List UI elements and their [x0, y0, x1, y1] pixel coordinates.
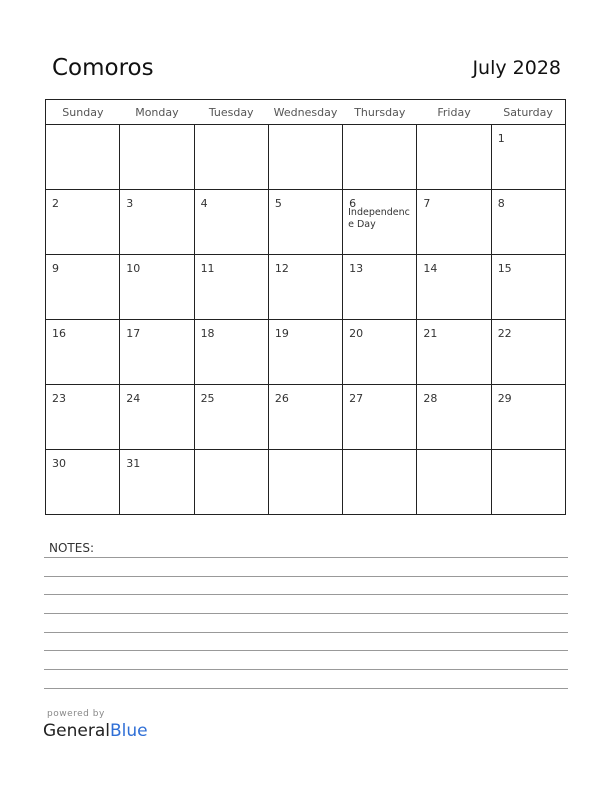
calendar-day-cell[interactable]	[120, 385, 194, 450]
weekday-header-row	[46, 100, 566, 125]
day-number: 13	[349, 262, 364, 275]
weekday-thursday: Thursday	[343, 100, 417, 125]
day-number: 8	[497, 197, 505, 210]
day-number: 31	[126, 457, 141, 470]
notes-line	[44, 576, 568, 577]
calendar-day-cell[interactable]	[491, 190, 565, 255]
calendar-day-cell[interactable]	[491, 255, 565, 320]
weekday-tuesday: Tuesday	[194, 100, 268, 125]
calendar-day-cell[interactable]	[120, 255, 194, 320]
calendar-week-row	[46, 450, 566, 515]
calendar-day-cell[interactable]	[491, 125, 565, 190]
calendar-day-cell[interactable]	[194, 125, 268, 190]
calendar-day-cell[interactable]	[46, 320, 120, 385]
notes-line	[44, 594, 568, 595]
calendar-grid	[45, 99, 566, 515]
calendar-day-cell[interactable]	[343, 320, 417, 385]
calendar-day-cell[interactable]	[268, 125, 342, 190]
day-number: 15	[497, 262, 512, 275]
calendar-day-cell[interactable]	[417, 255, 491, 320]
month-title: July 2028	[472, 57, 561, 79]
day-number: 21	[423, 327, 438, 340]
day-number: 24	[126, 392, 141, 405]
calendar-day-cell[interactable]	[491, 320, 565, 385]
calendar-day-cell[interactable]	[343, 450, 417, 515]
weekday-wednesday: Wednesday	[268, 100, 342, 125]
day-number: 14	[423, 262, 438, 275]
day-number: 9	[52, 262, 59, 275]
day-number: 23	[52, 392, 66, 405]
day-number: 26	[274, 392, 289, 405]
notes-line	[44, 669, 568, 670]
day-number: 28	[423, 392, 438, 405]
calendar-week-row	[46, 190, 566, 255]
calendar-day-cell[interactable]	[343, 125, 417, 190]
calendar-day-cell[interactable]	[343, 190, 417, 255]
day-number: 22	[497, 327, 512, 340]
calendar-day-cell[interactable]	[491, 450, 565, 515]
calendar-day-cell[interactable]	[194, 190, 268, 255]
day-number: 17	[126, 327, 141, 340]
day-number: 18	[200, 327, 215, 340]
calendar-day-cell[interactable]	[268, 385, 342, 450]
calendar-day-cell[interactable]	[343, 385, 417, 450]
calendar-day-cell[interactable]	[46, 385, 120, 450]
calendar-day-cell[interactable]	[417, 190, 491, 255]
calendar-week-row	[46, 385, 566, 450]
day-number: 7	[423, 197, 431, 210]
generalblue-logo[interactable]	[43, 721, 148, 741]
calendar-day-cell[interactable]	[194, 255, 268, 320]
day-number: 2	[52, 197, 59, 210]
calendar-week-row	[46, 125, 566, 190]
calendar-day-cell[interactable]	[194, 385, 268, 450]
calendar-day-cell[interactable]	[417, 450, 491, 515]
calendar-day-cell[interactable]	[268, 320, 342, 385]
day-number: 3	[126, 197, 134, 210]
day-number: 11	[200, 262, 215, 275]
brand-general: General	[43, 721, 110, 741]
day-number: 10	[126, 262, 141, 275]
calendar-day-cell[interactable]	[417, 320, 491, 385]
notes-line	[44, 650, 568, 651]
calendar-day-cell[interactable]	[417, 125, 491, 190]
day-number: 12	[274, 262, 289, 275]
holiday-event: Independence Day	[348, 207, 410, 230]
day-number: 4	[200, 197, 208, 210]
day-number: 20	[349, 327, 364, 340]
calendar-day-cell[interactable]	[194, 450, 268, 515]
calendar-week-row	[46, 255, 566, 320]
day-number: 19	[274, 327, 289, 340]
day-number: 6	[349, 197, 357, 210]
country-title: Comoros	[52, 55, 154, 81]
brand-blue: Blue	[110, 721, 148, 741]
calendar-day-cell[interactable]	[120, 320, 194, 385]
calendar-day-cell[interactable]	[268, 190, 342, 255]
calendar-day-cell[interactable]	[417, 385, 491, 450]
day-number: 1	[497, 132, 505, 145]
weekday-sunday: Sunday	[46, 100, 120, 125]
powered-by-text: powered by	[47, 709, 105, 719]
notes-label: NOTES:	[49, 541, 94, 555]
notes-line	[44, 688, 568, 689]
weekday-saturday: Saturday	[491, 100, 565, 125]
calendar-day-cell[interactable]	[120, 450, 194, 515]
day-number: 25	[200, 392, 215, 405]
day-number: 5	[274, 197, 282, 210]
calendar-day-cell[interactable]	[120, 125, 194, 190]
calendar-day-cell[interactable]	[343, 255, 417, 320]
calendar-day-cell[interactable]	[268, 255, 342, 320]
calendar-day-cell[interactable]	[46, 125, 120, 190]
calendar-day-cell[interactable]	[46, 450, 120, 515]
weekday-friday: Friday	[417, 100, 491, 125]
calendar-day-cell[interactable]	[46, 255, 120, 320]
calendar-day-cell[interactable]	[194, 320, 268, 385]
day-number: 29	[497, 392, 512, 405]
calendar-day-cell[interactable]	[46, 190, 120, 255]
calendar-day-cell[interactable]	[491, 385, 565, 450]
weekday-monday: Monday	[120, 100, 194, 125]
day-number: 30	[52, 457, 66, 470]
notes-line	[44, 613, 568, 614]
calendar-week-row	[46, 320, 566, 385]
day-number: 27	[349, 392, 364, 405]
notes-line	[44, 557, 568, 558]
calendar-day-cell[interactable]	[120, 190, 194, 255]
day-number: 16	[52, 327, 66, 340]
notes-line	[44, 632, 568, 633]
calendar-day-cell[interactable]	[268, 450, 342, 515]
